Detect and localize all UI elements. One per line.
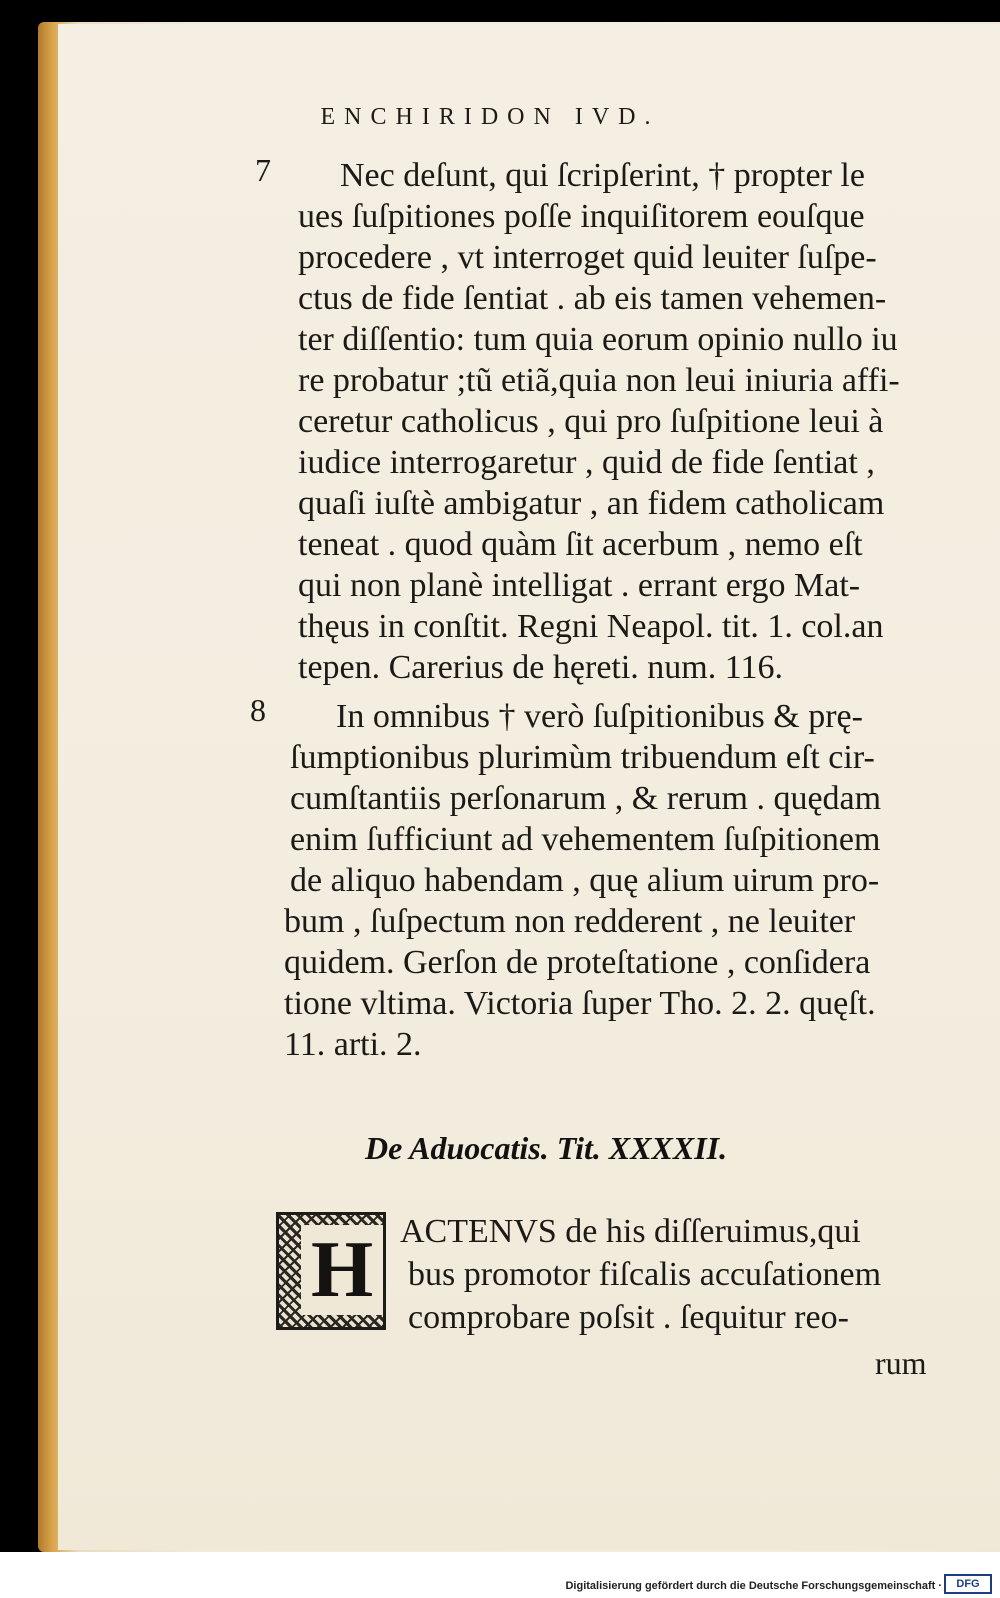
text-line: teneat . quod quàm ſit acerbum , nemo eſt	[298, 526, 863, 563]
running-head: ENCHIRIDON IVD.	[320, 104, 660, 130]
text-line: In omnibus † verò ſuſpitionibus & prę-	[336, 698, 863, 735]
footer-bar	[0, 1552, 1000, 1598]
text-line: tepen. Carerius de hęreti. num. 116.	[298, 649, 783, 686]
initial-letter: H	[301, 1225, 383, 1315]
text-line: ceretur catholicus , qui pro ſuſpitione leui à	[298, 403, 884, 440]
text-line: cumſtantiis perſonarum , & rerum . quędam	[290, 780, 882, 817]
text-line: ACTENVS de his diſſeruimus,qui	[400, 1213, 861, 1250]
text-line: quidem. Gerſon de proteſtatione , conſidera	[284, 944, 871, 981]
text-line: bus promotor fiſcalis accuſationem	[408, 1256, 882, 1293]
text-line: ſumptionibus plurimùm tribuendum eſt cir-	[290, 739, 875, 776]
text-line: ctus de fide ſentiat . ab eis tamen vehemen-	[298, 280, 887, 317]
decorated-initial	[276, 1212, 386, 1330]
text-line: tione vltima. Victoria ſuper Tho. 2. 2. quęſt.	[284, 985, 876, 1022]
funding-credit: Digitalisierung gefördert durch die Deutsche Forschungsgemeinschaft ·	[565, 1580, 942, 1592]
catchword: rum	[875, 1345, 927, 1381]
text-line: qui non planè intelligat . errant ergo Mat-	[298, 567, 861, 604]
text-line: enim ſufficiunt ad vehementem ſuſpitionem	[290, 821, 881, 858]
text-line: re probatur ;tũ etiã,quia non leui iniuria affi-	[298, 362, 900, 399]
text-line: procedere , vt interroget quid leuiter ſuſpe-	[298, 239, 877, 276]
text-line: thęus in conſtit. Regni Neapol. tit. 1. col.an	[298, 608, 884, 645]
text-line: quaſi iuſtè ambigatur , an fidem catholicam	[298, 485, 885, 522]
margin-number-8: 8	[250, 692, 266, 728]
text-line: ues ſuſpitiones poſſe inquiſitorem eouſque	[298, 198, 865, 235]
section-title: De Aduocatis. Tit. XXXXII.	[365, 1130, 728, 1166]
margin-number-7: 7	[255, 152, 271, 188]
text-line: bum , ſuſpectum non redderent , ne leuiter	[284, 903, 856, 940]
text-line: Nec deſunt, qui ſcripſerint, † propter le	[340, 157, 865, 194]
dfg-logo: DFG	[944, 1574, 992, 1594]
text-line: iudice interrogaretur , quid de fide ſentiat ,	[298, 444, 875, 481]
text-line: 11. arti. 2.	[284, 1026, 422, 1063]
text-line: comprobare poſsit . ſequitur reo-	[408, 1299, 849, 1336]
text-line: de aliquo habendam , quę alium uirum pro-	[290, 862, 880, 899]
text-line: ter diſſentio: tum quia eorum opinio nullo iu	[298, 321, 898, 358]
